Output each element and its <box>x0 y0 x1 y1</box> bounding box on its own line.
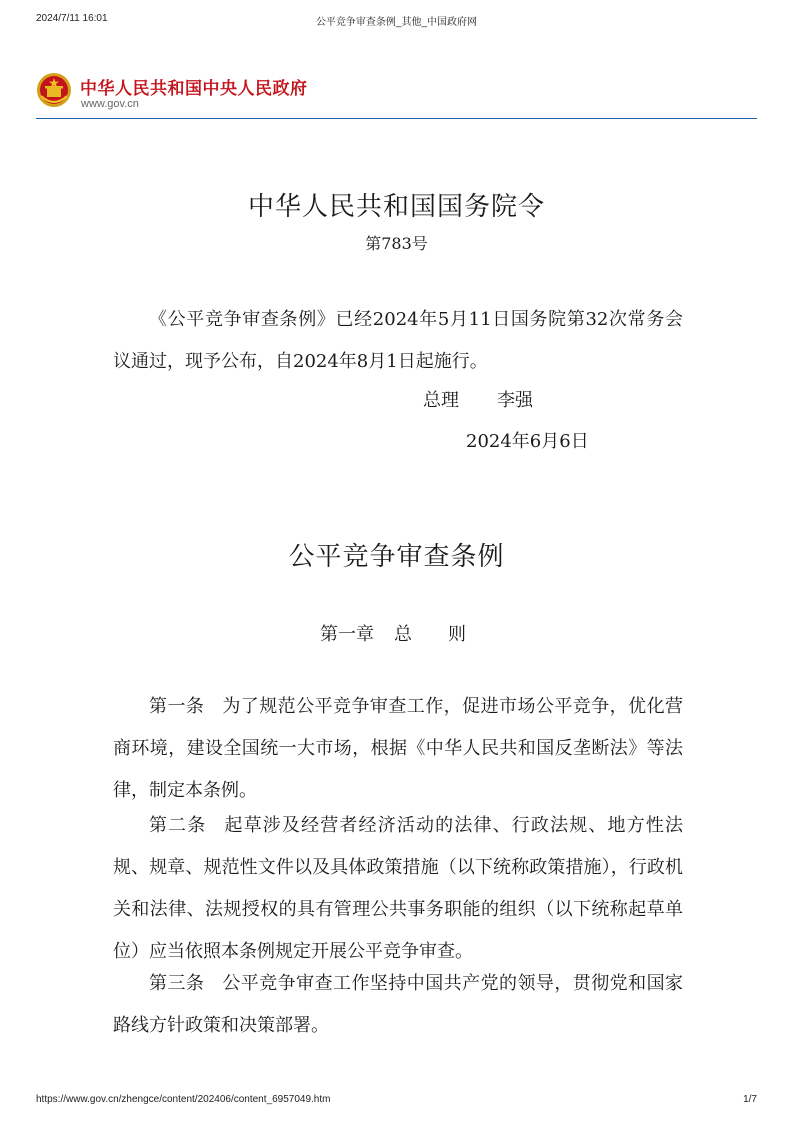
article-3 <box>113 963 683 1047</box>
regulation-title: 公平竞争审查条例 <box>288 542 505 572</box>
article-text: 为了规范公平竞争审查工作，促进市场公平竞争，优化营商环境，建设全国统一大市场，根据《中华人民共和国反垄断法》等法律，制定本条例。 <box>113 696 684 801</box>
print-header <box>0 13 793 27</box>
print-page-title: 公平竞争审查条例_其他_中国政府网 <box>315 17 478 28</box>
article-label: 第二条 <box>149 815 207 836</box>
article-label: 第三条 <box>149 973 205 994</box>
order-body: 《公平竞争审查条例》已经2024年5月11日国务院第32次常务会议通过，现予公布，自2024年8月1日起施行。 <box>113 309 683 372</box>
article-text: 公平竞争审查工作坚持中国共产党的领导，贯彻党和国家路线方针政策和决策部署。 <box>113 973 684 1036</box>
order-number: 第783号 <box>365 234 428 253</box>
chapter-name-1: 总 <box>394 624 412 645</box>
print-datetime: 2024/7/11 16:01 <box>36 13 108 24</box>
header-divider <box>36 118 757 119</box>
chapter-label: 第一章 <box>320 624 374 645</box>
signer-name: 李强 <box>497 390 533 411</box>
chapter-name-2: 则 <box>448 624 466 645</box>
chapter-heading <box>320 620 466 646</box>
site-header[interactable] <box>36 72 757 120</box>
site-domain: www.gov.cn <box>81 98 139 110</box>
print-footer <box>0 1094 793 1108</box>
site-title[interactable]: 中华人民共和国中央人民政府 <box>80 79 308 99</box>
signer-title: 总理 <box>423 390 459 411</box>
print-url[interactable]: https://www.gov.cn/zhengce/content/202406/content_6957049.htm <box>36 1094 331 1105</box>
article-1 <box>113 686 683 812</box>
article-label: 第一条 <box>149 696 205 717</box>
article-text: 起草涉及经营者经济活动的法律、行政法规、地方性法规、规章、规范性文件以及具体政策措施（以下统称政策措施），行政机关和法律、法规授权的具有管理公共事务职能的组织（以下统称起草单位）应当依照本条例规定开展公平竞争审查。 <box>113 815 684 962</box>
national-emblem-icon <box>36 72 72 108</box>
print-page-indicator: 1/7 <box>743 1094 757 1105</box>
order-title: 中华人民共和国国务院令 <box>247 192 545 222</box>
signature-line <box>423 386 533 412</box>
signature-date: 2024年6月6日 <box>466 431 589 452</box>
article-2 <box>113 805 683 973</box>
